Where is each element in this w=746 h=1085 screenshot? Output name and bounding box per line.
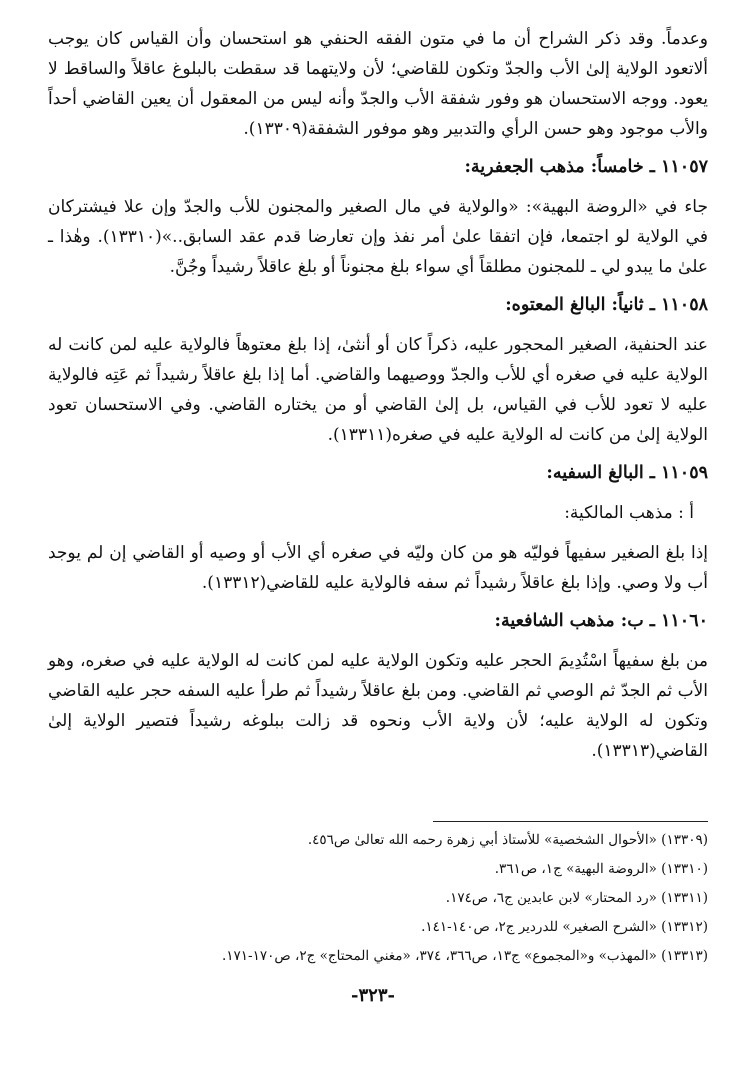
- paragraph-intro: وعدماً. وقد ذكر الشراح أن ما في متون الفقه الحنفي هو استحسان وأن القياس كان يوجب ألاتعود الولاية إلىٰ الأب والجدّ وتكون للقاضي؛ لأن ولايتهما قد سقطت بالبلوغ عاقلاً والساقط لا يعود. ووجه الاستحسان هو وفور شفقة الأب والجدّ وأنه ليس من المعقول أن يعين القاضي أحداً والأب موجود وهو حسن الرأي والتدبير وهو موفور الشفقة(١٣٣٠٩).: [48, 29, 708, 139]
- paragraph-jafariyya: جاء في «الروضة البهية»: «والولاية في مال الصغير والمجنون للأب والجدّ وإن علا فيشتركان في الولاية لو اجتمعا، فإن اتفقا علىٰ أمر نفذ وإن تعارضا قدم عقد السابق..»(١٣٣١٠). وهٰذا ـ علىٰ ما يبدو لي ـ للمجنون مطلقاً أي سواء بلغ مجنوناً أو بلغ عاقلاً رشيداً وجُنَّ.: [48, 197, 708, 277]
- footnote-divider: [433, 821, 708, 822]
- footnotes: [48, 826, 708, 971]
- footnote-item: (١٣٣١٣) «المهذب» و«المجموع» ج١٣، ص٣٦٦، ٣٧٤، «مغني المحتاج» ج٢، ص١٧٠-١٧١.: [221, 948, 708, 964]
- paragraph-malikiyya: إذا بلغ الصغير سفيهاً فوليّه هو من كان وليّه في صغره أي الأب أو وصيه أو القاضي إن لم يوجد أب ولا وصي. وإذا بلغ عاقلاً رشيداً ثم سفه فالولاية عليه للقاضي(١٣٣١٢).: [48, 543, 708, 593]
- subheading-malikiyya: أ : مذهب المالكية:: [564, 503, 694, 523]
- heading-baligh-safih: ١١٠٥٩ ـ البالغ السفيه:: [546, 463, 708, 483]
- page-body: [48, 24, 708, 964]
- page-number: -٣٢٣-: [351, 985, 395, 1006]
- paragraph-baligh-matuh: عند الحنفية، الصغير المحجور عليه، ذكراً كان أو أنثىٰ، إذا بلغ معتوهاً فالولاية عليه لمن كانت له الولاية عليه في صغره أي للأب والجدّ ووصيهما والقاضي. أما إذا بلغ عاقلاً رشيداً ثم عَتِه فالولاية عليه لا تعود للأب في القياس، بل إلىٰ القاضي أو من يختاره القاضي. وفي الاستحسان تعود الولاية إلىٰ من كانت له الولاية عليه في صغره(١٣٣١١).: [48, 335, 708, 445]
- footnote-item: (١٣٣٠٩) «الأحوال الشخصية» للأستاذ أبي زهرة رحمه الله تعالىٰ ص٤٥٦.: [307, 832, 708, 848]
- heading-jafariyya: ١١٠٥٧ ـ خامساً: مذهب الجعفرية:: [464, 157, 708, 177]
- heading-shafiiyya: ١١٠٦٠ ـ ب: مذهب الشافعية:: [494, 611, 708, 631]
- footnote-item: (١٣٣١٠) «الروضة البهية» ج١، ص٣٦١.: [494, 861, 708, 877]
- paragraph-shafiiyya: من بلغ سفيهاً اسْتُدِيمَ الحجر عليه وتكون الولاية عليه لمن كانت له الولاية عليه في صغره، وهو الأب ثم الجدّ ثم الوصي ثم القاضي. ومن بلغ عاقلاً رشيداً ثم طرأ عليه السفه حجر عليه القاضي وتكون له الولاية عليه؛ لأن ولاية الأب ونحوه قد زالت ببلوغه رشيداً فتصير الولاية إلىٰ القاضي(١٣٣١٣).: [48, 651, 708, 761]
- heading-baligh-matuh: ١١٠٥٨ ـ ثانياً: البالغ المعتوه:: [505, 295, 708, 315]
- footnote-item: (١٣٣١٢) «الشرح الصغير» للدردير ج٢، ص١٤٠-١٤١.: [421, 919, 708, 935]
- footnote-item: (١٣٣١١) «رد المحتار» لابن عابدين ج٦، ص١٧٤.: [445, 890, 708, 906]
